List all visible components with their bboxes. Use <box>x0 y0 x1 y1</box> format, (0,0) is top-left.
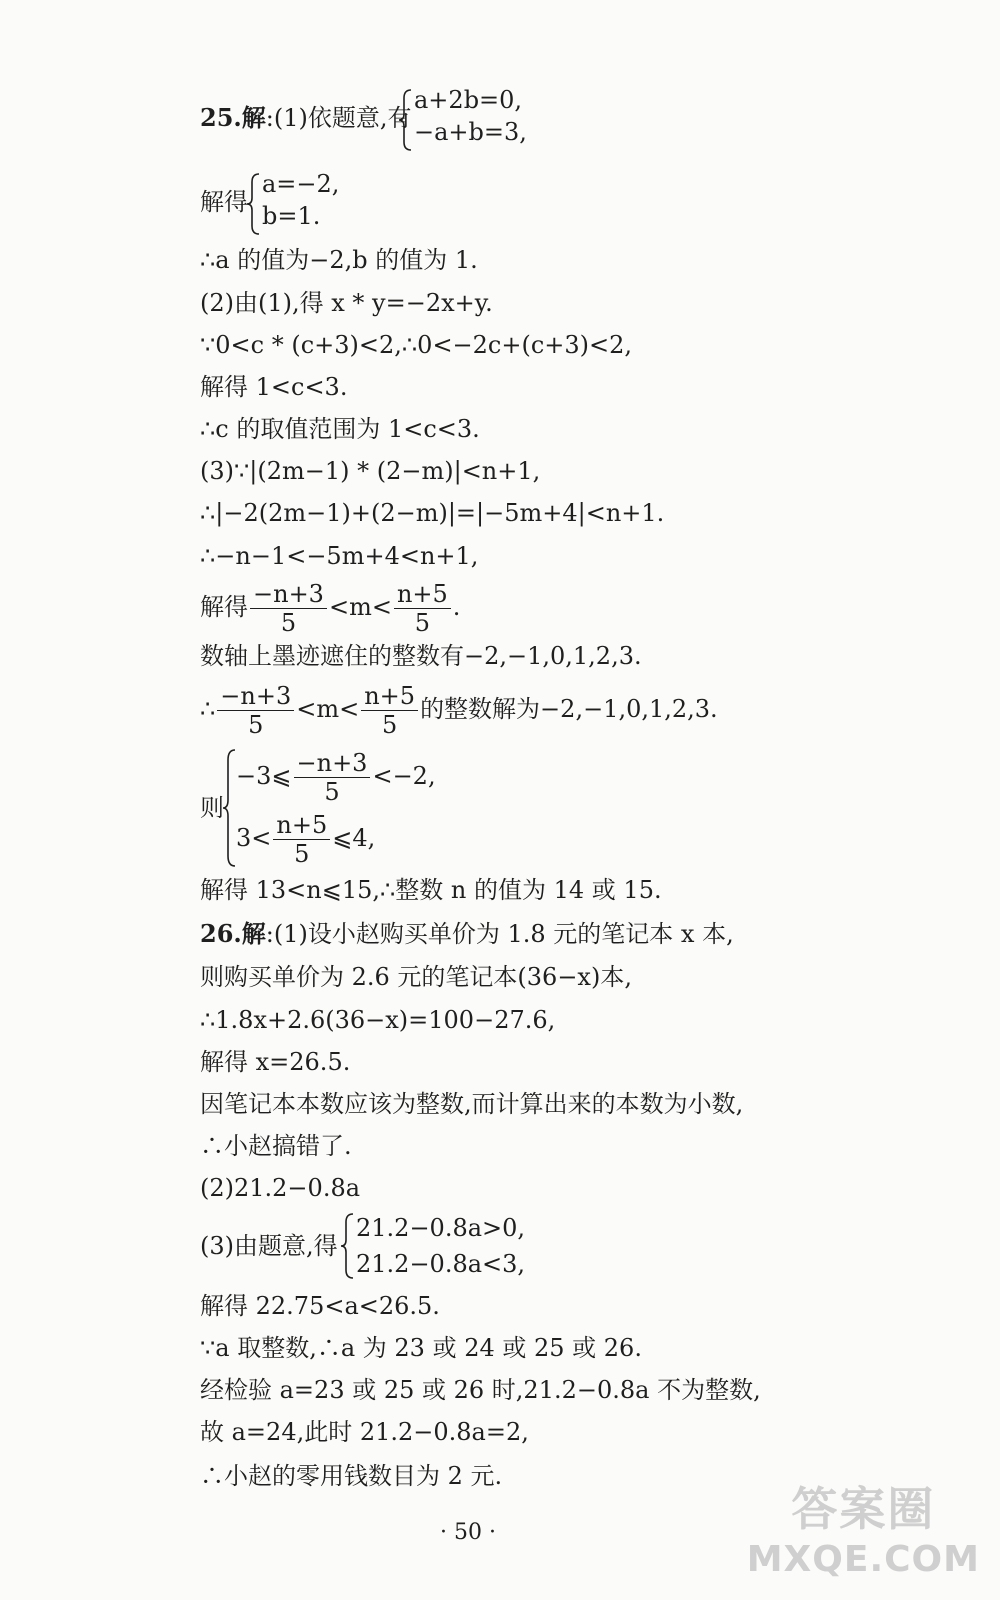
text-line: 解得 x=26.5. <box>200 1048 351 1076</box>
system-inequalities: −3⩽ $\frac{-n+3}{5}$ <−2, 3< $\frac{n+5}{5}$ ⩽4, <box>236 749 436 868</box>
text-line: ∴小赵的零用钱数目为 2 元. <box>200 1462 503 1490</box>
system-solution-1: a=−2, b=1. <box>262 170 340 230</box>
ze-label: 则 <box>200 794 224 822</box>
fraction: $\frac{n+5}{5}$ <box>361 682 418 739</box>
text-line: ∵0<c * (c+3)<2,∴0<−2c+(c+3)<2, <box>200 331 633 359</box>
text-line: 经检验 a=23 或 25 或 26 时,21.2−0.8a 不为整数, <box>200 1376 761 1404</box>
system-inequalities-2: 21.2−0.8a>0, 21.2−0.8a<3, <box>356 1214 526 1278</box>
watermark-logo: 答案圈 MXQE.COM <box>746 1482 980 1580</box>
text-line: ∴|−2(2m−1)+(2−m)|=|−5m+4|<n+1. <box>200 499 665 527</box>
page-number: · 50 · <box>440 1520 496 1545</box>
text-line: 数轴上墨迹遮住的整数有−2,−1,0,1,2,3. <box>200 642 642 670</box>
fraction: $\frac{n+5}{5}$ <box>273 811 330 868</box>
text-line: (3)由题意,得 <box>200 1232 338 1260</box>
text-line: 解得 13<n⩽15,∴整数 n 的值为 14 或 15. <box>200 876 662 904</box>
fraction: $\frac{n+5}{5}$ <box>394 580 451 637</box>
text-line: ∴−n−1<−5m+4<n+1, <box>200 542 479 570</box>
text-line: 因笔记本本数应该为整数,而计算出来的本数为小数, <box>200 1090 744 1118</box>
p26-heading: 26.解:(1)设小赵购买单价为 1.8 元的笔记本 x 本, <box>200 919 734 948</box>
text-line: ∴小赵搞错了. <box>200 1132 352 1160</box>
brace-icon <box>246 172 262 236</box>
brace-icon <box>398 88 414 152</box>
text-line: (3)∵|(2m−1) * (2−m)|<n+1, <box>200 457 541 485</box>
p25-heading: 25.解:(1)依题意,有 <box>200 103 412 132</box>
text-line: 则购买单价为 2.6 元的笔记本(36−x)本, <box>200 963 632 991</box>
text-line: 故 a=24,此时 21.2−0.8a=2, <box>200 1418 529 1446</box>
text-line: 解得 22.75<a<26.5. <box>200 1292 440 1320</box>
solve-label: 解得 <box>200 188 248 216</box>
fraction-inequality-line: 解得 $\frac{-n+3}{5}$ <m< $\frac{n+5}{5}$ . <box>200 580 461 637</box>
fraction: $\frac{-n+3}{5}$ <box>250 580 327 637</box>
fraction: $\frac{-n+3}{5}$ <box>217 682 294 739</box>
text-line: 解得 1<c<3. <box>200 373 348 401</box>
fraction-inequality-line: ∴ $\frac{-n+3}{5}$ <m< $\frac{n+5}{5}$ 的整数解为−2,−1,0,1,2,3. <box>200 682 718 739</box>
brace-icon <box>340 1212 356 1280</box>
fraction: $\frac{-n+3}{5}$ <box>294 749 371 806</box>
text-line: ∵a 取整数,∴a 为 23 或 24 或 25 或 26. <box>200 1334 642 1362</box>
text-line: ∴a 的值为−2,b 的值为 1. <box>200 246 478 274</box>
text-line: (2)由(1),得 x * y=−2x+y. <box>200 289 493 317</box>
text-line: (2)21.2−0.8a <box>200 1174 361 1202</box>
system-equations-1: a+2b=0, −a+b=3, <box>414 86 527 146</box>
text-line: ∴c 的取值范围为 1<c<3. <box>200 415 480 443</box>
text-line: ∴1.8x+2.6(36−x)=100−27.6, <box>200 1006 556 1034</box>
